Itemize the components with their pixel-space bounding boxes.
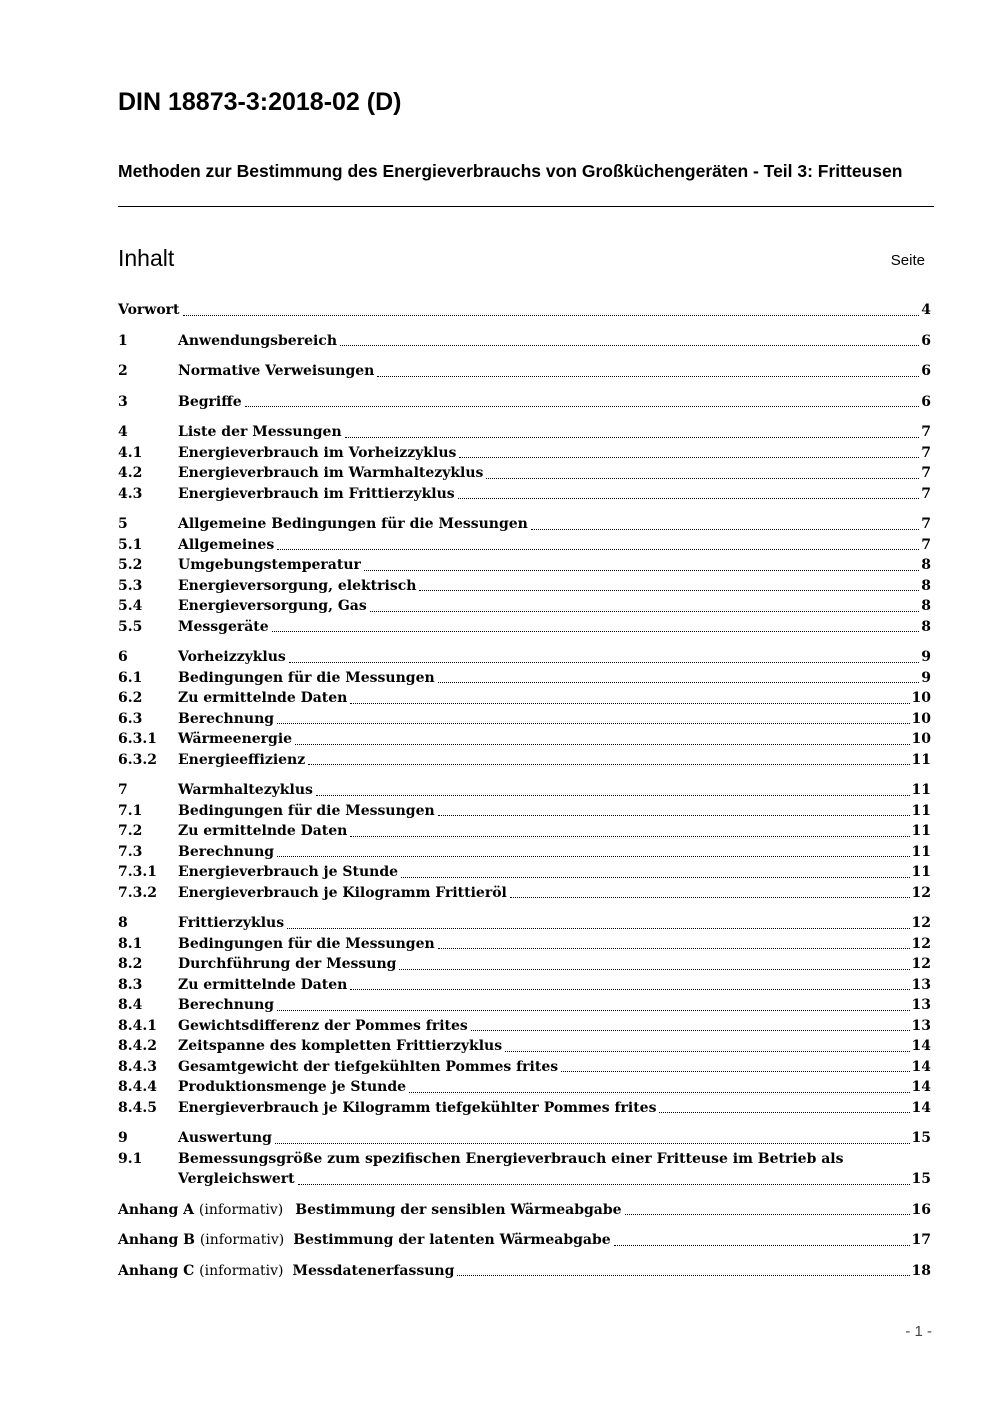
toc-entry-6-3-2[interactable] (118, 750, 931, 771)
toc-entry-number: 8.4.4 (118, 1079, 157, 1095)
toc-entry-number: 8.4.2 (118, 1038, 157, 1054)
toc-entry-8-4-1[interactable] (118, 1016, 931, 1037)
dot-leader (277, 723, 909, 724)
toc-entry-title: Energieverbrauch im Warmhaltezyklus (178, 465, 484, 481)
toc-entry-7-3-2[interactable] (118, 883, 931, 904)
toc-entry-page: 7 (921, 424, 931, 440)
dot-leader (277, 1010, 909, 1011)
toc-entry-title: Bedingungen für die Messungen (178, 669, 435, 686)
toc-entry-page: 13 (911, 997, 931, 1013)
toc-entry-8-4-5[interactable] (118, 1098, 931, 1119)
toc-entry-number: 6.1 (118, 669, 143, 686)
toc-entry-page: 7 (921, 536, 931, 553)
toc-entry-8-4-3[interactable] (118, 1057, 931, 1078)
toc-entry-title-wrap (178, 1149, 931, 1190)
toc-entry-number: 9.1 (118, 1150, 143, 1167)
dot-leader (272, 631, 920, 632)
toc-entry-page: 16 (911, 1201, 931, 1218)
toc-entry-title: Berechnung (178, 710, 275, 727)
toc-entry-5-1[interactable] (118, 535, 931, 556)
toc-entry-title: Energieversorgung, Gas (178, 598, 367, 614)
toc-entry-title: Energieverbrauch je Stunde (178, 864, 399, 880)
dot-leader (505, 1051, 909, 1052)
toc-entry-page: 12 (911, 915, 931, 931)
toc-entry-page: 12 (911, 935, 931, 952)
annex-title: Bestimmung der latenten Wärmeabgabe (293, 1232, 611, 1248)
dot-leader (409, 1092, 909, 1093)
toc-entry-title: Frittierzyklus (178, 915, 285, 931)
toc-entry-title: Warmhaltezyklus (178, 782, 313, 798)
annex-letter: Anhang B (118, 1232, 195, 1248)
toc-entry-5-3[interactable] (118, 576, 931, 597)
dot-leader (561, 1071, 909, 1072)
toc-entry-number: 4.3 (118, 485, 143, 502)
toc-entry-page: 12 (911, 956, 931, 972)
toc-entry-6-1[interactable] (118, 668, 931, 689)
toc-entry-number: 8 (118, 915, 128, 931)
dot-leader (340, 345, 919, 346)
toc-entry-number: 7.3 (118, 843, 143, 860)
toc-entry-number: 8.4.5 (118, 1099, 157, 1116)
annex-qualifier: (informativ) (199, 1262, 284, 1279)
toc-entry-title: Auswertung (178, 1130, 272, 1146)
toc-entry-page: 9 (921, 649, 931, 665)
toc-entry-title: Energieversorgung, elektrisch (178, 577, 417, 594)
toc-entry-number: 8.3 (118, 976, 143, 993)
dot-leader (364, 570, 919, 571)
dot-leader (289, 662, 919, 663)
toc-entry-title: Allgemeines (178, 536, 275, 553)
toc-entry-4-2[interactable] (118, 463, 931, 484)
toc-entry-page: 11 (911, 751, 931, 768)
toc-entry-7-3-1[interactable] (118, 862, 931, 883)
toc-entry-8-4-4[interactable] (118, 1077, 931, 1098)
dot-leader (614, 1245, 910, 1246)
toc-entry-9[interactable] (118, 1128, 931, 1149)
toc-entry-title: Normative Verweisungen (178, 363, 375, 379)
toc-entry-title: Liste der Messungen (178, 424, 342, 440)
toc-entry-4[interactable] (118, 422, 931, 443)
toc-entry-page: 14 (911, 1099, 931, 1116)
toc-entry-8-4[interactable] (118, 995, 931, 1016)
toc-entry-number: 7.1 (118, 802, 143, 819)
toc-entry-page: 6 (921, 363, 931, 379)
dot-leader (625, 1214, 910, 1215)
annex-qualifier: (informativ) (199, 1232, 285, 1248)
toc-entry-number: 5.3 (118, 577, 143, 594)
toc-entry-number: 8.1 (118, 935, 143, 952)
toc-entry-page: 8 (921, 618, 931, 635)
toc-entry-page: 11 (911, 802, 931, 819)
toc-entry-title: Begriffe (178, 393, 242, 410)
toc-entry-title: Umgebungstemperatur (178, 557, 361, 573)
toc-entry-page: 6 (921, 332, 931, 349)
toc-entry-number: 5.1 (118, 536, 143, 553)
toc-entry-title: Gesamtgewicht der tiefgekühlten Pommes frites (178, 1058, 559, 1075)
toc-entry-title: Allgemeine Bedingungen für die Messungen (178, 516, 528, 532)
toc-annex-c[interactable] (118, 1261, 931, 1282)
toc-annex-b[interactable] (118, 1230, 931, 1251)
toc-entry-4-1[interactable] (118, 443, 931, 464)
toc-entry-2[interactable] (118, 361, 931, 382)
toc-entry-6[interactable] (118, 647, 931, 668)
annex-label (118, 1230, 284, 1251)
dot-leader (459, 457, 919, 458)
toc-entry-title-line2: Vergleichswert (178, 1171, 295, 1187)
toc-entry-page: 14 (911, 1079, 931, 1095)
toc-entry-number: 6.3.1 (118, 731, 157, 747)
toc-entry-title: Messgeräte (178, 618, 269, 635)
toc-entry-page: 11 (911, 823, 931, 839)
toc-entry-page: 15 (911, 1130, 931, 1146)
toc-entry-8[interactable] (118, 913, 931, 934)
dot-leader (295, 744, 909, 745)
annex-qualifier: (informativ) (198, 1201, 284, 1218)
toc-entry-title: Durchführung der Messung (178, 956, 397, 972)
toc-entry-number: 6.3.2 (118, 751, 157, 768)
toc-entry-6-3-1[interactable] (118, 729, 931, 750)
toc-entry-8-4-2[interactable] (118, 1036, 931, 1057)
toc-entry-page: 9 (921, 669, 931, 686)
toc-entry-title: Zeitspanne des kompletten Frittierzyklus (178, 1038, 503, 1054)
toc-entry-title: Bedingungen für die Messungen (178, 802, 435, 819)
toc-entry-page: 12 (911, 884, 931, 901)
toc-entry-title: Zu ermittelnde Daten (178, 823, 348, 839)
dot-leader (183, 315, 920, 316)
toc-entry-page: 15 (911, 1171, 931, 1187)
toc-entry-title: Bedingungen für die Messungen (178, 935, 435, 952)
dot-leader (438, 948, 910, 949)
annex-title: Bestimmung der sensiblen Wärmeabgabe (295, 1201, 622, 1218)
annex-label (118, 1261, 284, 1282)
toc-entry-page: 10 (911, 710, 931, 727)
toc-entry-title: Gewichtsdifferenz der Pommes frites (178, 1017, 468, 1034)
toc-entry-number: 4 (118, 424, 128, 440)
toc-entry-3[interactable] (118, 392, 931, 413)
dot-leader (438, 682, 920, 683)
dot-leader (419, 590, 919, 591)
toc-entry-number: 8.4 (118, 997, 143, 1013)
annex-letter: Anhang C (118, 1262, 195, 1279)
toc-entry-title: Energieverbrauch je Kilogramm Frittieröl (178, 884, 507, 901)
dot-leader (486, 478, 919, 479)
toc-entry-6-3[interactable] (118, 709, 931, 730)
dot-leader (370, 611, 919, 612)
toc-entry-page: 14 (911, 1058, 931, 1075)
dot-leader (531, 529, 919, 530)
toc-entry-number: 5 (118, 516, 128, 532)
toc-entry-page: 7 (921, 444, 931, 461)
dot-leader (308, 764, 909, 765)
toc-entry-page: 17 (911, 1232, 931, 1248)
toc-entry-number: 3 (118, 393, 128, 410)
toc-entry-5-5[interactable] (118, 617, 931, 638)
toc-entry-number: 5.5 (118, 618, 143, 635)
toc-annex-a[interactable] (118, 1200, 931, 1221)
toc-entry-title: Zu ermittelnde Daten (178, 976, 348, 993)
dot-leader (350, 836, 909, 837)
dot-leader (275, 1143, 910, 1144)
toc-entry-title: Berechnung (178, 997, 275, 1013)
toc-entry-title: Vorwort (118, 302, 180, 318)
dot-leader (245, 406, 920, 407)
annex-letter: Anhang A (118, 1201, 194, 1218)
title-divider (118, 206, 934, 207)
toc-entry-number: 2 (118, 363, 128, 379)
toc-entry-page: 7 (921, 465, 931, 481)
toc-entry-number: 6.2 (118, 690, 143, 706)
toc-entry-number: 7.2 (118, 823, 143, 839)
dot-leader (277, 549, 919, 550)
toc-entry-title: Anwendungsbereich (178, 332, 337, 349)
dot-leader (659, 1112, 909, 1113)
dot-leader (377, 376, 919, 377)
dot-leader (399, 969, 909, 970)
toc-entry-number: 7 (118, 782, 128, 798)
document-id: DIN 18873-3:2018-02 (D) (118, 88, 402, 116)
toc-entry-vorwort[interactable] (118, 300, 931, 321)
toc-entry-number: 9 (118, 1130, 128, 1146)
toc-entry-page: 6 (921, 393, 931, 410)
toc-entry-title-line2-row (178, 1169, 931, 1190)
dot-leader (510, 897, 910, 898)
toc-entry-page: 11 (911, 864, 931, 880)
dot-leader (350, 989, 909, 990)
dot-leader (350, 703, 909, 704)
toc-entry-number: 4.1 (118, 444, 143, 461)
page-number: - 1 - (905, 1323, 932, 1340)
toc-entry-1[interactable] (118, 331, 931, 352)
toc-entry-number: 6.3 (118, 710, 143, 727)
toc-entry-4-3[interactable] (118, 484, 931, 505)
table-of-contents (118, 300, 931, 1281)
annex-label (118, 1200, 283, 1221)
toc-entry-8-3[interactable] (118, 975, 931, 996)
dot-leader (458, 498, 920, 499)
toc-entry-7[interactable] (118, 780, 931, 801)
toc-heading: Inhalt (118, 245, 175, 271)
toc-entry-title: Produktionsmenge je Stunde (178, 1079, 407, 1095)
toc-entry-number: 6 (118, 649, 128, 665)
document-subtitle: Methoden zur Bestimmung des Energieverbrauchs von Großküchengeräten - Teil 3: Fritteusen (118, 161, 903, 181)
toc-entry-page: 8 (921, 577, 931, 594)
toc-entry-title-line1: Bemessungsgröße zum spezifischen Energieverbrauch einer Fritteuse im Betrieb als (178, 1150, 844, 1167)
toc-entry-number: 5.4 (118, 598, 143, 614)
toc-page-label: Seite (890, 252, 925, 269)
toc-entry-title: Vorheizzyklus (178, 649, 286, 665)
toc-entry-page: 10 (911, 690, 931, 706)
toc-entry-page: 8 (921, 598, 931, 614)
dot-leader (438, 815, 910, 816)
toc-entry-title: Zu ermittelnde Daten (178, 690, 348, 706)
dot-leader (457, 1275, 909, 1276)
toc-entry-page: 8 (921, 557, 931, 573)
toc-entry-number: 7.3.2 (118, 884, 157, 901)
toc-entry-number: 5.2 (118, 557, 143, 573)
dot-leader (316, 795, 910, 796)
toc-entry-number: 8.4.3 (118, 1058, 157, 1075)
toc-entry-title: Energieverbrauch im Vorheizzyklus (178, 444, 457, 461)
toc-entry-page: 13 (911, 1017, 931, 1034)
toc-entry-7-3[interactable] (118, 842, 931, 863)
toc-entry-page: 4 (921, 302, 931, 318)
toc-entry-6-2[interactable] (118, 688, 931, 709)
toc-entry-8-2[interactable] (118, 954, 931, 975)
toc-entry-7-1[interactable] (118, 801, 931, 822)
toc-entry-title: Wärmeenergie (178, 731, 293, 747)
dot-leader (471, 1030, 910, 1031)
toc-entry-9-1[interactable] (118, 1149, 931, 1190)
toc-entry-title: Energieverbrauch je Kilogramm tiefgekühlter Pommes frites (178, 1099, 657, 1116)
toc-entry-8-1[interactable] (118, 934, 931, 955)
annex-title: Messdatenerfassung (292, 1262, 455, 1279)
dot-leader (401, 877, 909, 878)
toc-entry-page: 7 (921, 485, 931, 502)
dot-leader (277, 856, 909, 857)
toc-entry-page: 13 (911, 976, 931, 993)
dot-leader (298, 1184, 910, 1185)
dot-leader (345, 437, 920, 438)
toc-entry-number: 4.2 (118, 465, 143, 481)
toc-entry-number: 1 (118, 332, 128, 349)
toc-entry-page: 18 (911, 1262, 931, 1279)
toc-entry-5-2[interactable] (118, 555, 931, 576)
toc-entry-number: 8.4.1 (118, 1017, 157, 1034)
toc-entry-5-4[interactable] (118, 596, 931, 617)
toc-entry-title: Berechnung (178, 843, 275, 860)
toc-entry-page: 11 (911, 782, 931, 798)
toc-entry-page: 7 (921, 516, 931, 532)
dot-leader (287, 928, 909, 929)
toc-entry-page: 11 (911, 843, 931, 860)
toc-entry-5[interactable] (118, 514, 931, 535)
toc-entry-page: 10 (911, 731, 931, 747)
toc-entry-number: 8.2 (118, 956, 143, 972)
toc-entry-page: 14 (911, 1038, 931, 1054)
toc-entry-title: Energieeffizienz (178, 751, 306, 768)
toc-entry-number: 7.3.1 (118, 864, 157, 880)
toc-entry-title: Energieverbrauch im Frittierzyklus (178, 485, 455, 502)
toc-entry-7-2[interactable] (118, 821, 931, 842)
